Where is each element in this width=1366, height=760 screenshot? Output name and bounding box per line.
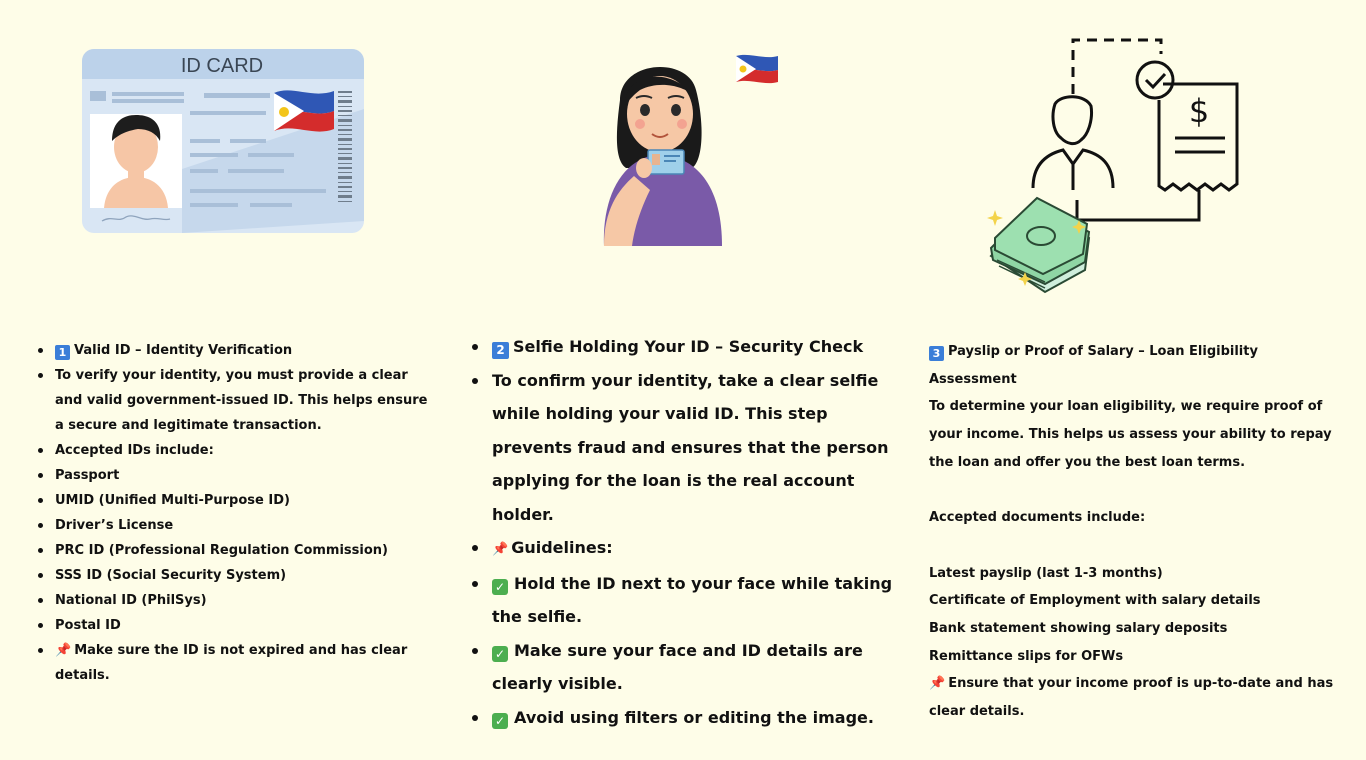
selfie-illustration — [600, 50, 780, 246]
number-badge-icon: 1 — [55, 345, 70, 360]
selfie-section — [472, 330, 897, 734]
list-item: Passport — [38, 463, 438, 488]
list-item: 2 Selfie Holding Your ID – Security Check — [472, 330, 897, 364]
svg-text:$: $ — [1188, 92, 1210, 130]
salary-illustration — [985, 34, 1245, 300]
receipt-dollar-icon — [1159, 84, 1237, 190]
list-item: ✓ Avoid using filters or editing the image. — [472, 701, 897, 735]
list-item: ✓ Hold the ID next to your face while taking the selfie. — [472, 567, 897, 634]
list-item: Driver’s License — [38, 513, 438, 538]
payslip-heading: 3 Payslip or Proof of Salary – Loan Eligibility Assessment — [929, 344, 1258, 387]
id-card-illustration — [82, 49, 364, 235]
list-item: UMID (Unified Multi-Purpose ID) — [38, 488, 438, 513]
person-icon — [1033, 97, 1113, 190]
valid-id-list — [38, 338, 438, 688]
pushpin-icon: 📌 — [492, 542, 509, 557]
accepted-docs-label: Accepted documents include: — [929, 510, 1146, 526]
valid-id-section — [38, 338, 438, 688]
checkmark-icon: ✓ — [492, 713, 508, 729]
list-item: ✓ Make sure your face and ID details are clearly visible. — [472, 634, 897, 701]
checkmark-icon: ✓ — [492, 646, 508, 662]
check-circle-icon — [1137, 62, 1173, 98]
doc-item: Bank statement showing salary deposits — [929, 621, 1228, 636]
list-item: To confirm your identity, take a clear selfie while holding your valid ID. This step prevents fraud and ensures that the person applying for the loan is the real account holder. — [472, 364, 897, 532]
philippine-flag-icon — [274, 90, 334, 131]
checkmark-icon: ✓ — [492, 579, 508, 595]
list-item: Postal ID — [38, 613, 438, 638]
income-proof-note: 📌 Ensure that your income proof is up-to-date and has clear details. — [929, 670, 1349, 725]
doc-item: Certificate of Employment with salary details — [929, 593, 1261, 609]
list-item: PRC ID (Professional Regulation Commission) — [38, 538, 438, 563]
list-item: SSS ID (Social Security System) — [38, 563, 438, 588]
id-card-icon — [82, 49, 364, 235]
selfie-list — [472, 330, 897, 734]
list-item: 📌 Make sure the ID is not expired and has clear details. — [38, 638, 438, 688]
list-item: National ID (PhilSys) — [38, 588, 438, 613]
list-item: Accepted IDs include: — [38, 438, 438, 463]
payslip-section — [929, 338, 1349, 726]
list-item: 📌 Guidelines: — [472, 531, 897, 567]
pushpin-icon: 📌 — [929, 676, 946, 692]
pushpin-icon: 📌 — [55, 643, 72, 658]
philippine-flag-icon — [736, 55, 778, 83]
list-item: 1 Valid ID – Identity Verification — [38, 338, 438, 363]
payslip-illustration-icon — [985, 34, 1245, 300]
selfie-woman-icon — [600, 50, 780, 246]
money-stack-icon — [991, 198, 1089, 292]
number-badge-icon: 3 — [929, 346, 944, 361]
id-card-title: ID CARD — [180, 55, 264, 77]
payslip-intro: To determine your loan eligibility, we require proof of your income. This helps us assess your ability to repay the loan and offer you the best loan terms. — [929, 399, 1332, 470]
list-item: To verify your identity, you must provide a clear and valid government-issued ID. This helps ensure a secure and legitimate transaction. — [38, 363, 438, 438]
doc-item: Latest payslip (last 1-3 months) — [929, 565, 1163, 581]
number-badge-icon: 2 — [492, 342, 509, 359]
doc-item: Remittance slips for OFWs — [929, 648, 1124, 664]
